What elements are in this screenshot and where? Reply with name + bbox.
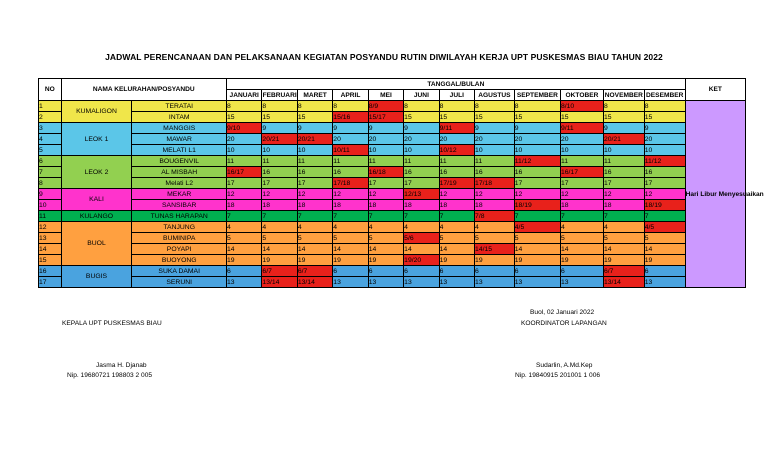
date-cell-februari: 20/21 (262, 134, 297, 145)
date-cell-september: 13 (514, 277, 560, 288)
date-cell-juli: 8 (439, 101, 474, 112)
kelurahan-name: KALI (61, 189, 132, 211)
date-cell-april: 13 (333, 277, 368, 288)
date-cell-januari: 13 (226, 277, 261, 288)
date-cell-desember: 9 (644, 123, 685, 134)
posyandu-name: SERUNI (132, 277, 227, 288)
date-cell-januari: 14 (226, 244, 261, 255)
date-cell-januari: 4 (226, 222, 261, 233)
date-cell-juni: 4 (404, 222, 439, 233)
row-number: 14 (39, 244, 62, 255)
date-cell-juli: 20 (439, 134, 474, 145)
posyandu-name: SANSIBAR (132, 200, 227, 211)
date-cell-juli: 6 (439, 266, 474, 277)
table-row (39, 266, 746, 277)
posyandu-name: MEKAR (132, 189, 227, 200)
date-cell-oktober: 18 (560, 200, 603, 211)
right-signature-name: Sudarlin, A.Md.Kep (536, 362, 593, 369)
date-cell-maret: 6/7 (297, 266, 332, 277)
date-cell-juni: 15 (404, 112, 439, 123)
date-cell-januari: 20 (226, 134, 261, 145)
date-cell-juli: 10/12 (439, 145, 474, 156)
date-cell-februari: 7 (262, 211, 297, 222)
date-cell-agustus: 14/15 (475, 244, 515, 255)
date-cell-september: 10 (514, 145, 560, 156)
date-cell-desember: 20 (644, 134, 685, 145)
date-cell-juni: 5/6 (404, 233, 439, 244)
date-cell-juli: 17/19 (439, 178, 474, 189)
date-cell-november: 18 (603, 200, 644, 211)
date-cell-april: 14 (333, 244, 368, 255)
date-cell-juni: 9 (404, 123, 439, 134)
date-cell-november: 4 (603, 222, 644, 233)
date-cell-agustus: 6 (475, 266, 515, 277)
date-cell-juni: 17 (404, 178, 439, 189)
date-cell-mei: 8/9 (368, 101, 403, 112)
date-cell-juli: 14 (439, 244, 474, 255)
date-cell-januari: 10 (226, 145, 261, 156)
kelurahan-name: BUOL (61, 222, 132, 266)
date-cell-september: 7 (514, 211, 560, 222)
date-cell-oktober: 5 (560, 233, 603, 244)
date-cell-desember: 18/19 (644, 200, 685, 211)
date-cell-juni: 20 (404, 134, 439, 145)
date-cell-oktober: 13 (560, 277, 603, 288)
row-number: 12 (39, 222, 62, 233)
date-cell-januari: 6 (226, 266, 261, 277)
month-header-agustus: AGUSTUS (475, 90, 515, 101)
date-cell-maret: 16 (297, 167, 332, 178)
date-cell-november: 8 (603, 101, 644, 112)
table-row (39, 123, 746, 134)
row-number: 13 (39, 233, 62, 244)
month-header-april: APRIL (333, 90, 368, 101)
header-ket: KET (685, 79, 745, 101)
date-cell-november: 11 (603, 156, 644, 167)
posyandu-name: MELATI L1 (132, 145, 227, 156)
date-cell-juli: 11 (439, 156, 474, 167)
date-cell-desember: 14 (644, 244, 685, 255)
date-cell-mei: 17 (368, 178, 403, 189)
date-cell-maret: 10 (297, 145, 332, 156)
date-cell-april: 15/16 (333, 112, 368, 123)
date-cell-januari: 17 (226, 178, 261, 189)
posyandu-name: BUOYONG (132, 255, 227, 266)
date-cell-april: 9 (333, 123, 368, 134)
date-cell-agustus: 8 (475, 101, 515, 112)
date-cell-juni: 10 (404, 145, 439, 156)
date-cell-februari: 9 (262, 123, 297, 134)
date-cell-februari: 18 (262, 200, 297, 211)
date-cell-januari: 11 (226, 156, 261, 167)
date-cell-desember: 15 (644, 112, 685, 123)
date-cell-juli: 4 (439, 222, 474, 233)
posyandu-name: TERATAI (132, 101, 227, 112)
document-title: JADWAL PERENCANAAN DAN PELAKSANAAN KEGIATAN POSYANDU RUTIN DIWILAYAH KERJA UPT PUSKESMAS BIAU TAHUN 2022 (105, 52, 663, 62)
date-cell-mei: 19 (368, 255, 403, 266)
date-cell-februari: 10 (262, 145, 297, 156)
row-number: 10 (39, 200, 62, 211)
table-row (39, 156, 746, 167)
row-number: 4 (39, 134, 62, 145)
date-cell-agustus: 4 (475, 222, 515, 233)
posyandu-name: MANGGIS (132, 123, 227, 134)
date-cell-maret: 8 (297, 101, 332, 112)
date-cell-september: 20 (514, 134, 560, 145)
date-cell-oktober: 20 (560, 134, 603, 145)
date-cell-september: 8 (514, 101, 560, 112)
table-row (39, 255, 746, 266)
date-cell-juni: 16 (404, 167, 439, 178)
date-cell-maret: 19 (297, 255, 332, 266)
date-cell-oktober: 15 (560, 112, 603, 123)
date-cell-januari: 12 (226, 189, 261, 200)
kelurahan-name: BUGIS (61, 266, 132, 288)
date-cell-desember: 17 (644, 178, 685, 189)
month-header-mei: MEI (368, 90, 403, 101)
date-cell-oktober: 6 (560, 266, 603, 277)
date-cell-mei: 15/17 (368, 112, 403, 123)
date-cell-januari: 16/17 (226, 167, 261, 178)
row-number: 2 (39, 112, 62, 123)
date-cell-desember: 12 (644, 189, 685, 200)
date-cell-oktober: 9/11 (560, 123, 603, 134)
date-cell-juli: 16 (439, 167, 474, 178)
date-cell-april: 5 (333, 233, 368, 244)
date-cell-april: 17/18 (333, 178, 368, 189)
date-cell-maret: 5 (297, 233, 332, 244)
date-cell-november: 5 (603, 233, 644, 244)
date-cell-agustus: 12 (475, 189, 515, 200)
date-cell-september: 15 (514, 112, 560, 123)
row-number: 17 (39, 277, 62, 288)
date-cell-november: 10 (603, 145, 644, 156)
left-signature-title: KEPALA UPT PUSKESMAS BIAU (62, 320, 162, 327)
date-cell-agustus: 17/18 (475, 178, 515, 189)
date-cell-februari: 5 (262, 233, 297, 244)
kelurahan-name: KULANGO (61, 211, 132, 222)
date-cell-september: 4/5 (514, 222, 560, 233)
date-cell-september: 6 (514, 266, 560, 277)
date-cell-mei: 14 (368, 244, 403, 255)
date-cell-desember: 13 (644, 277, 685, 288)
header-no: NO (39, 79, 62, 101)
schedule-table (38, 78, 764, 288)
date-cell-november: 7 (603, 211, 644, 222)
header-nama: NAMA KELURAHAN/POSYANDU (61, 79, 226, 101)
row-number: 6 (39, 156, 62, 167)
date-cell-januari: 18 (226, 200, 261, 211)
date-cell-januari: 7 (226, 211, 261, 222)
date-cell-oktober: 8/10 (560, 101, 603, 112)
date-cell-mei: 16/18 (368, 167, 403, 178)
table-row (39, 222, 746, 233)
date-cell-februari: 12 (262, 189, 297, 200)
kelurahan-name: LEOK 2 (61, 156, 132, 189)
date-cell-februari: 13/14 (262, 277, 297, 288)
date-cell-april: 4 (333, 222, 368, 233)
date-cell-oktober: 11 (560, 156, 603, 167)
date-cell-september: 14 (514, 244, 560, 255)
date-cell-juni: 6 (404, 266, 439, 277)
date-cell-juni: 14 (404, 244, 439, 255)
date-cell-maret: 17 (297, 178, 332, 189)
row-number: 3 (39, 123, 62, 134)
posyandu-name: AL MISBAH (132, 167, 227, 178)
date-cell-januari: 19 (226, 255, 261, 266)
date-cell-februari: 8 (262, 101, 297, 112)
date-cell-desember: 4/5 (644, 222, 685, 233)
table-row (39, 145, 746, 156)
date-cell-oktober: 16/17 (560, 167, 603, 178)
row-number: 1 (39, 101, 62, 112)
date-cell-mei: 7 (368, 211, 403, 222)
date-cell-januari: 9/10 (226, 123, 261, 134)
month-header-desember: DESEMBER (646, 91, 684, 99)
date-cell-maret: 15 (297, 112, 332, 123)
table-row (39, 101, 746, 112)
date-cell-september: 9 (514, 123, 560, 134)
table-row (39, 178, 746, 189)
month-header-oktober: OKTOBER (560, 90, 603, 101)
date-cell-april: 16 (333, 167, 368, 178)
date-cell-agustus: 7/8 (475, 211, 515, 222)
date-cell-mei: 11 (368, 156, 403, 167)
posyandu-name: INTAM (132, 112, 227, 123)
date-cell-november: 20/21 (603, 134, 644, 145)
date-cell-agustus: 10 (475, 145, 515, 156)
date-cell-februari: 4 (262, 222, 297, 233)
kelurahan-name: KUMALIGON (61, 101, 132, 123)
posyandu-name: MAWAR (132, 134, 227, 145)
date-cell-februari: 16 (262, 167, 297, 178)
date-cell-juli: 5 (439, 233, 474, 244)
date-cell-juni: 12/13 (404, 189, 439, 200)
date-cell-april: 6 (333, 266, 368, 277)
date-cell-mei: 20 (368, 134, 403, 145)
header-row-1 (39, 79, 746, 90)
date-cell-januari: 8 (226, 101, 261, 112)
date-cell-desember: 5 (644, 233, 685, 244)
date-cell-mei: 6 (368, 266, 403, 277)
date-cell-november: 15 (603, 112, 644, 123)
date-cell-oktober: 12 (560, 189, 603, 200)
date-cell-maret: 13/14 (297, 277, 332, 288)
date-cell-juli: 9/11 (439, 123, 474, 134)
date-cell-desember: 19 (644, 255, 685, 266)
date-cell-oktober: 19 (560, 255, 603, 266)
date-cell-april: 20 (333, 134, 368, 145)
table-row (39, 277, 746, 288)
month-header-januari: JANUARI (226, 90, 261, 101)
date-cell-mei: 18 (368, 200, 403, 211)
date-cell-maret: 7 (297, 211, 332, 222)
date-cell-agustus: 11 (475, 156, 515, 167)
date-cell-mei: 12 (368, 189, 403, 200)
date-cell-april: 19 (333, 255, 368, 266)
row-number: 15 (39, 255, 62, 266)
date-cell-april: 8 (333, 101, 368, 112)
kelurahan-name: LEOK 1 (61, 123, 132, 156)
date-cell-februari: 11 (262, 156, 297, 167)
right-signature-nip: Nip. 19840915 201001 1 006 (515, 372, 601, 379)
date-cell-januari: 5 (226, 233, 261, 244)
date-cell-februari: 6/7 (262, 266, 297, 277)
date-cell-september: 5 (514, 233, 560, 244)
date-cell-september: 18/19 (514, 200, 560, 211)
date-cell-mei: 5 (368, 233, 403, 244)
date-cell-oktober: 14 (560, 244, 603, 255)
table-row (39, 189, 746, 200)
date-cell-maret: 14 (297, 244, 332, 255)
date-cell-september: 11/12 (514, 156, 560, 167)
date-cell-agustus: 5 (475, 233, 515, 244)
month-header-september: SEPTEMBER (514, 90, 560, 101)
date-cell-november: 9 (603, 123, 644, 134)
row-number: 11 (39, 211, 62, 222)
posyandu-name: BOUGENVIL (132, 156, 227, 167)
row-number: 16 (39, 266, 62, 277)
date-cell-juli: 13 (439, 277, 474, 288)
table-row (39, 112, 746, 123)
row-number: 7 (39, 167, 62, 178)
date-cell-juni: 7 (404, 211, 439, 222)
month-header-maret: MARET (297, 90, 332, 101)
date-cell-maret: 20/21 (297, 134, 332, 145)
date-cell-februari: 19 (262, 255, 297, 266)
date-cell-mei: 4 (368, 222, 403, 233)
date-cell-maret: 18 (297, 200, 332, 211)
date-cell-desember: 10 (644, 145, 685, 156)
month-header-juni: JUNI (404, 90, 439, 101)
signature-date: Buol, 02 Januari 2022 (530, 309, 595, 316)
date-cell-maret: 4 (297, 222, 332, 233)
posyandu-name: BUMINIPA (132, 233, 227, 244)
date-cell-agustus: 16 (475, 167, 515, 178)
date-cell-juni: 13 (404, 277, 439, 288)
posyandu-name: TUNAS HARAPAN (132, 211, 227, 222)
date-cell-april: 11 (333, 156, 368, 167)
date-cell-maret: 11 (297, 156, 332, 167)
date-cell-april: 7 (333, 211, 368, 222)
date-cell-desember: 6 (644, 266, 685, 277)
month-header-november: NOVEMBER (604, 91, 643, 99)
date-cell-oktober: 4 (560, 222, 603, 233)
month-header-februari: FEBRUARI (262, 91, 297, 99)
date-cell-desember: 8 (644, 101, 685, 112)
date-cell-mei: 9 (368, 123, 403, 134)
date-cell-mei: 10 (368, 145, 403, 156)
date-cell-november: 17 (603, 178, 644, 189)
date-cell-juli: 7 (439, 211, 474, 222)
table-row (39, 211, 746, 222)
date-cell-november: 13/14 (603, 277, 644, 288)
left-signature-name: Jasma H. Djanab (96, 362, 147, 369)
date-cell-desember: 16 (644, 167, 685, 178)
date-cell-juli: 19 (439, 255, 474, 266)
date-cell-november: 14 (603, 244, 644, 255)
table-row (39, 233, 746, 244)
date-cell-agustus: 13 (475, 277, 515, 288)
date-cell-agustus: 19 (475, 255, 515, 266)
row-number: 8 (39, 178, 62, 189)
table-row (39, 167, 746, 178)
date-cell-oktober: 17 (560, 178, 603, 189)
right-signature-title: KOORDINATOR LAPANGAN (521, 320, 607, 327)
date-cell-agustus: 18 (475, 200, 515, 211)
month-header-juli: JULI (439, 90, 474, 101)
posyandu-name: POYAPI (132, 244, 227, 255)
table-row (39, 134, 746, 145)
date-cell-mei: 13 (368, 277, 403, 288)
posyandu-name: TANJUNG (132, 222, 227, 233)
date-cell-juni: 19/20 (404, 255, 439, 266)
date-cell-agustus: 9 (475, 123, 515, 134)
date-cell-september: 19 (514, 255, 560, 266)
row-number: 5 (39, 145, 62, 156)
left-signature-nip: Nip. 19680721 198803 2 005 (67, 372, 153, 379)
date-cell-agustus: 15 (475, 112, 515, 123)
date-cell-agustus: 20 (475, 134, 515, 145)
date-cell-juni: 11 (404, 156, 439, 167)
posyandu-name: Melati L2 (132, 178, 227, 189)
date-cell-juli: 12 (439, 189, 474, 200)
date-cell-september: 12 (514, 189, 560, 200)
row-number: 9 (39, 189, 62, 200)
date-cell-juni: 18 (404, 200, 439, 211)
date-cell-desember: 11/12 (644, 156, 685, 167)
date-cell-november: 12 (603, 189, 644, 200)
date-cell-oktober: 10 (560, 145, 603, 156)
header-tanggal: TANGGAL/BULAN (226, 79, 685, 90)
date-cell-desember: 7 (644, 211, 685, 222)
date-cell-juni: 8 (404, 101, 439, 112)
table-row (39, 200, 746, 211)
date-cell-april: 10/11 (333, 145, 368, 156)
date-cell-oktober: 7 (560, 211, 603, 222)
posyandu-name: SUKA DAMAI (132, 266, 227, 277)
date-cell-september: 16 (514, 167, 560, 178)
date-cell-februari: 14 (262, 244, 297, 255)
ket-note: Hari Libur Menyesuaikan (685, 101, 745, 288)
date-cell-juli: 15 (439, 112, 474, 123)
date-cell-januari: 15 (226, 112, 261, 123)
date-cell-maret: 12 (297, 189, 332, 200)
date-cell-april: 18 (333, 200, 368, 211)
date-cell-november: 6/7 (603, 266, 644, 277)
date-cell-september: 17 (514, 178, 560, 189)
date-cell-maret: 9 (297, 123, 332, 134)
date-cell-februari: 17 (262, 178, 297, 189)
date-cell-april: 12 (333, 189, 368, 200)
table-row (39, 244, 746, 255)
date-cell-juli: 18 (439, 200, 474, 211)
date-cell-november: 16 (603, 167, 644, 178)
date-cell-november: 19 (603, 255, 644, 266)
date-cell-februari: 15 (262, 112, 297, 123)
